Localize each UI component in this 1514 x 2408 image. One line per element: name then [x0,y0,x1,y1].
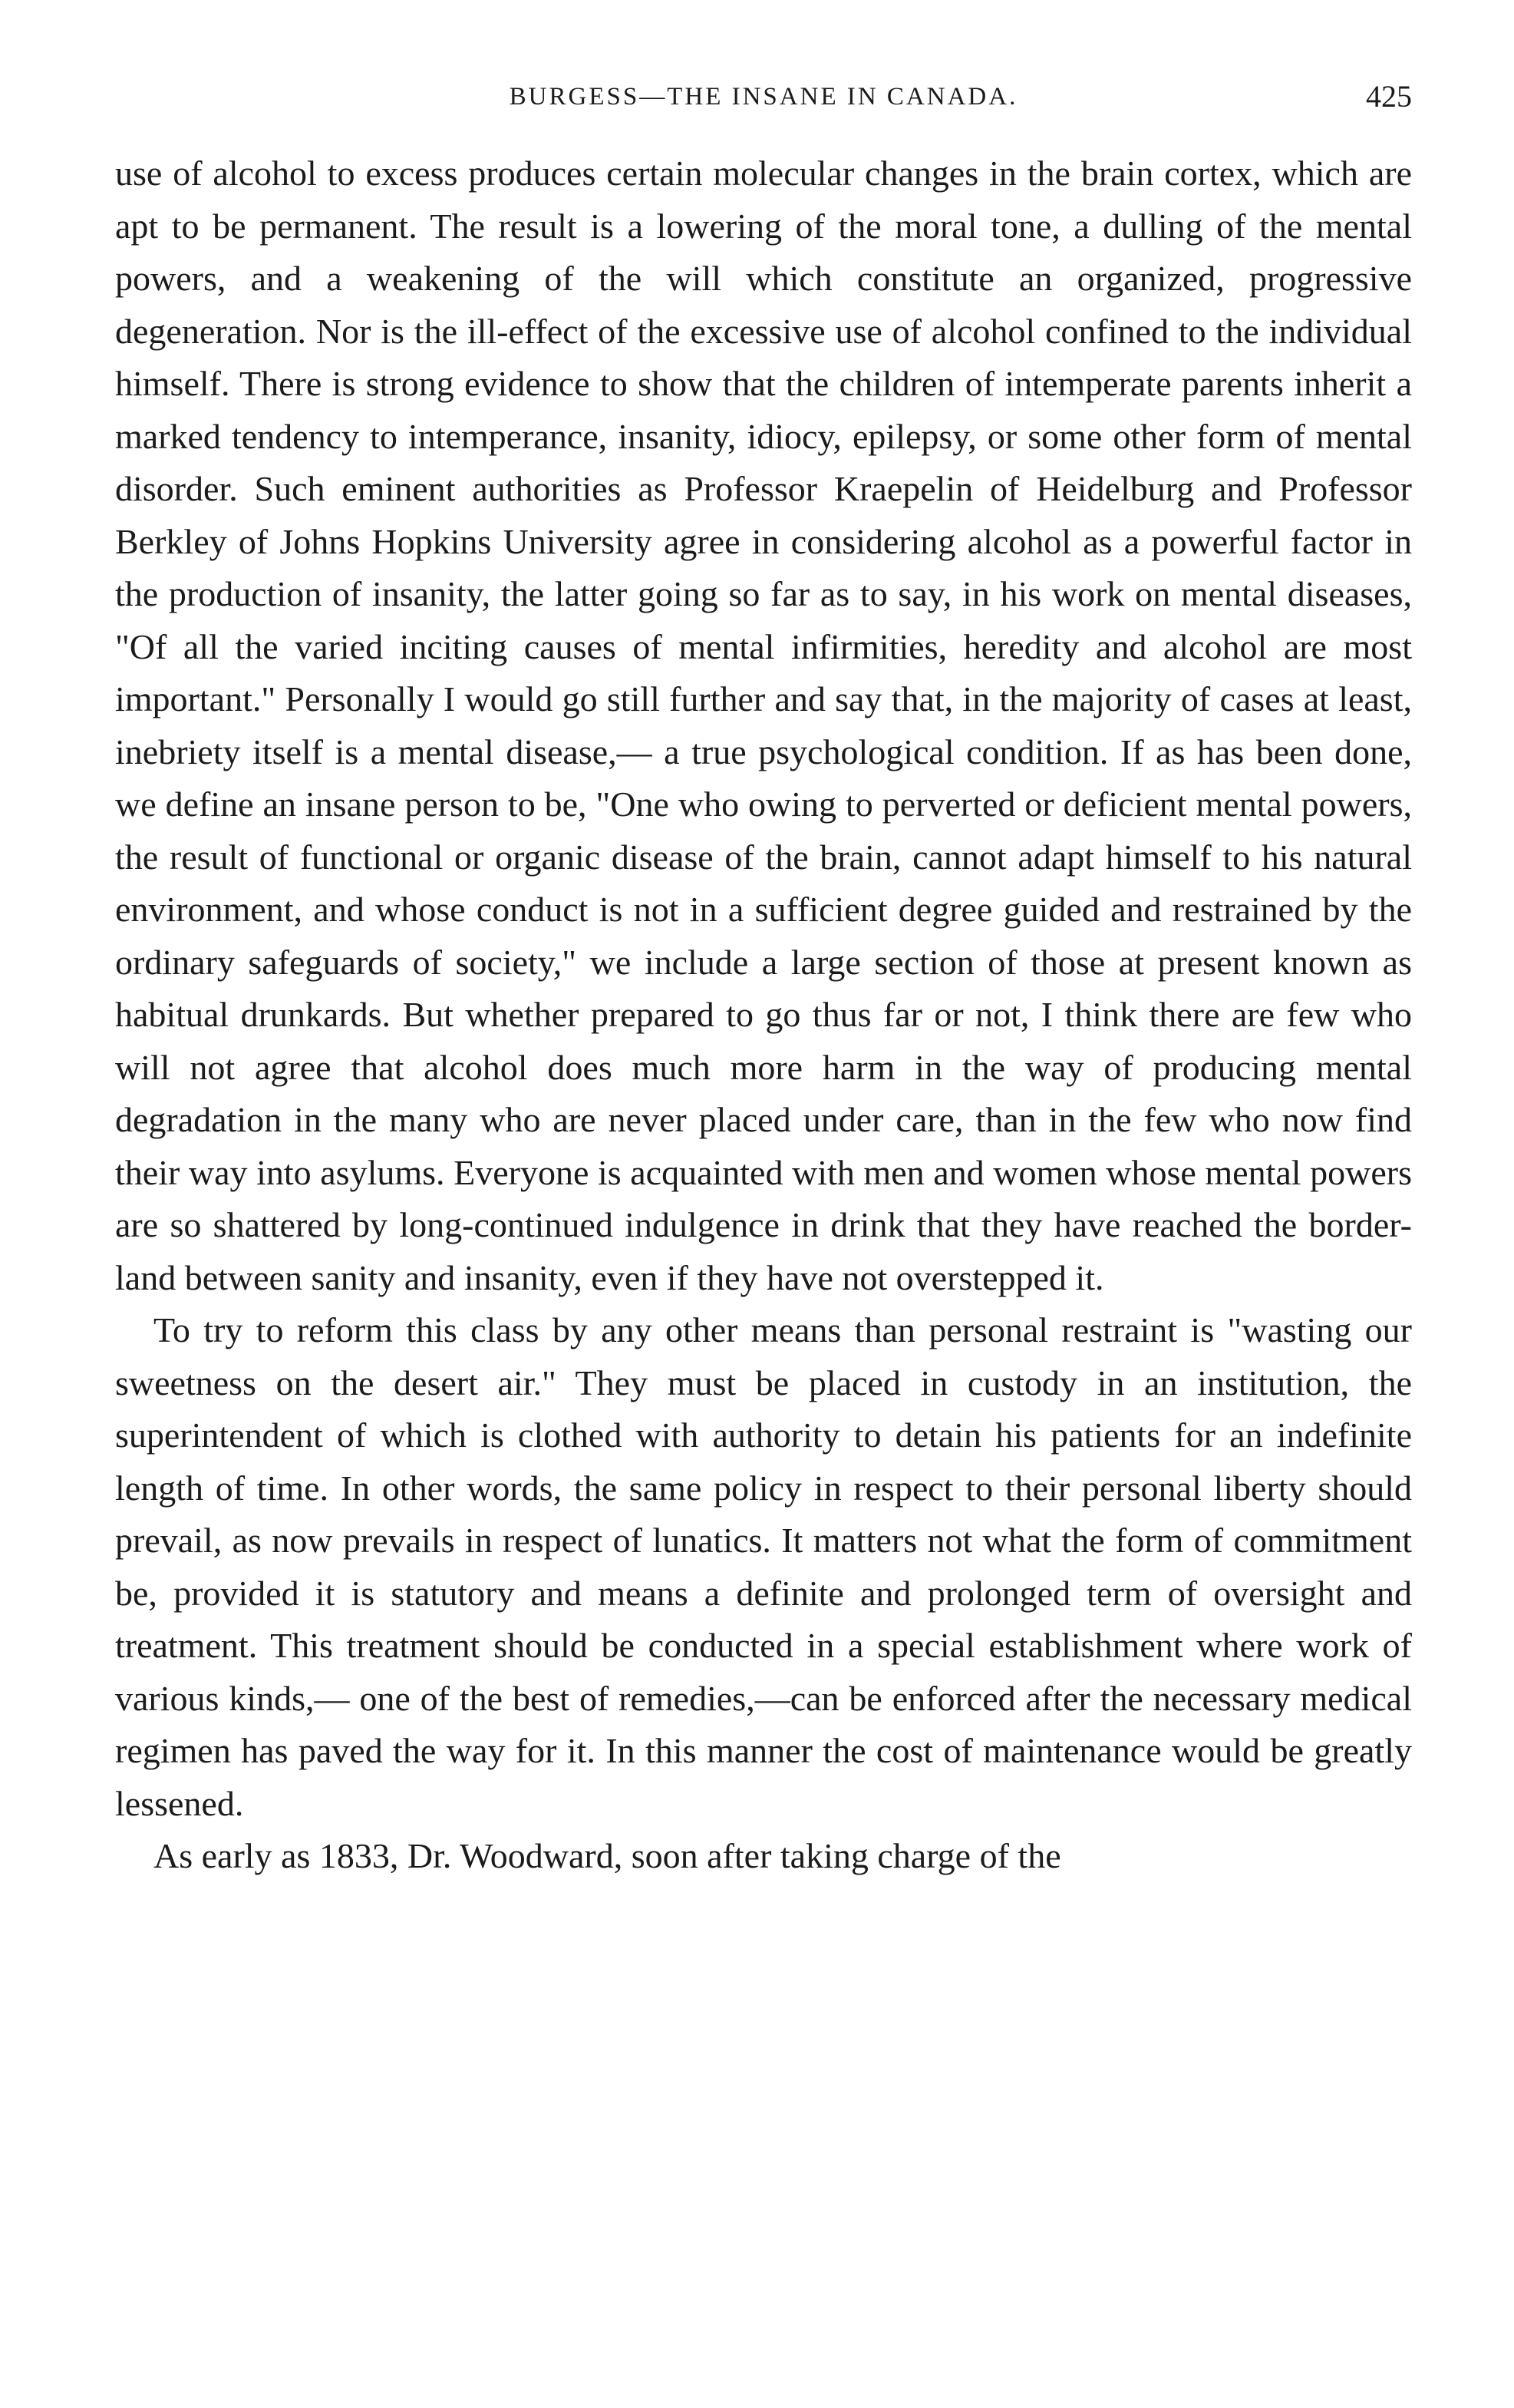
running-title: BURGESS—THE INSANE IN CANADA. [509,83,1018,111]
paragraph-1: use of alcohol to excess produces certain molecular changes in the brain cortex, which are apt to be permanent. The result is a lowering of the moral tone, a dulling of the mental powers, and a weakening of the will which constitute an organized, progressive degeneration. Nor is the ill-effect of the excessive use of alcohol confined to the individual himself. There is strong evidence to show that the children of intemperate parents inherit a marked tendency to intemperance, insanity, idiocy, epilepsy, or some other form of mental disorder. Such eminent authorities as Professor Kraepelin of Heidelburg and Professor Berkley of Johns Hopkins University agree in considering alcohol as a powerful factor in the production of insanity, the latter going so far as to say, in his work on mental diseases, "Of all the varied inciting causes of mental infirmities, heredity and alcohol are most important." Personally I would go still further and say that, in the majority of cases at least, inebriety itself is a mental disease,— a true psychological condition. If as has been done, we define an insane person to be, "One who owing to perverted or deficient mental powers, the result of functional or organic disease of the brain, cannot adapt himself to his natural environment, and whose conduct is not in a sufficient degree guided and restrained by the ordinary safeguards of society," we include a large section of those at present known as habitual drunkards. But whether prepared to go thus far or not, I think there are few who will not agree that alcohol does much more harm in the way of producing mental degradation in the many who are never placed under care, than in the few who now find their way into asylums. Everyone is acquainted with men and women whose mental powers are so shattered by long-continued indulgence in drink that they have reached the border-land between sanity and insanity, even if they have not overstepped it. [115,154,1412,1297]
running-head [115,74,1412,120]
paragraph-3: As early as 1833, Dr. Woodward, soon after taking charge of the [153,1836,1061,1875]
page-number: 425 [1366,79,1412,114]
paragraph-2: To try to reform this class by any other means than personal restraint is "wasting our sweetness on the desert air." They must be placed in custody in an institution, the superintendent of which is clothed with authority to detain his patients for an indefinite length of time. In other words, the same policy in respect to their personal liberty should prevail, as now prevails in respect of lunatics. It matters not what the form of commitment be, provided it is statutory and means a definite and prolonged term of oversight and treatment. This treatment should be conducted in a special establishment where work of various kinds,— one of the best of remedies,—can be enforced after the necessary medical regimen has paved the way for it. In this manner the cost of maintenance would be greatly lessened. [115,1310,1412,1823]
book-page [115,74,1412,2369]
body-text [115,147,1412,1883]
